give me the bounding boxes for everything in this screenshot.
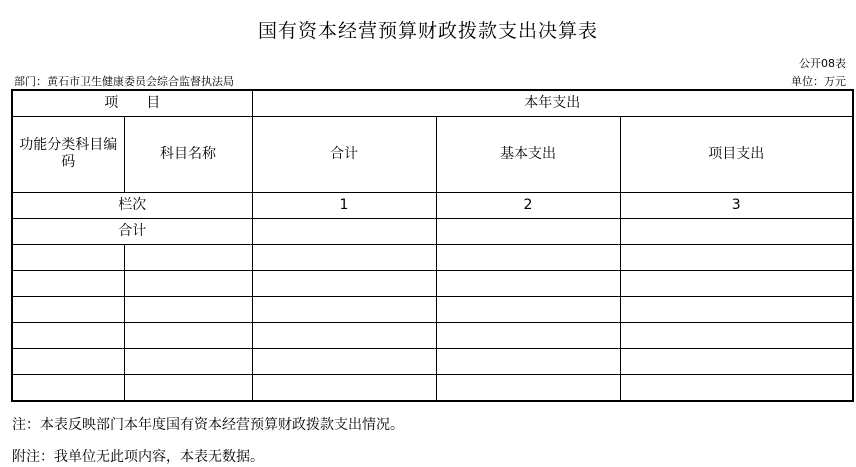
table-cell	[12, 296, 124, 322]
column-index-1: 1	[252, 192, 436, 218]
table-cell	[620, 244, 853, 270]
unit-label: 单位：万元	[791, 75, 846, 88]
appendix-note: 附注：我单位无此项内容，本表无数据。	[12, 449, 264, 465]
table-row	[12, 374, 853, 401]
table-cell	[620, 374, 853, 401]
table-cell	[12, 270, 124, 296]
table-cell	[620, 348, 853, 374]
column-index-label: 栏次	[12, 192, 252, 218]
table-cell	[124, 348, 252, 374]
total-basic-cell	[436, 218, 620, 244]
table-cell	[12, 244, 124, 270]
total-cell	[252, 218, 436, 244]
table-cell	[252, 244, 436, 270]
header-current-year-expenditure: 本年支出	[252, 90, 853, 116]
table-cell	[436, 374, 620, 401]
header-total: 合计	[252, 116, 436, 192]
table-cell	[252, 322, 436, 348]
header-subject-name: 科目名称	[124, 116, 252, 192]
table-cell	[620, 322, 853, 348]
department-label: 部门：黄石市卫生健康委员会综合监督执法局	[14, 75, 234, 88]
table-cell	[124, 296, 252, 322]
table-cell	[436, 244, 620, 270]
table-cell	[436, 322, 620, 348]
footnote: 注：本表反映部门本年度国有资本经营预算财政拨款支出情况。	[12, 417, 404, 433]
header-basic-expenditure: 基本支出	[436, 116, 620, 192]
table-row	[12, 322, 853, 348]
table-row	[12, 296, 853, 322]
header-row-2	[12, 116, 853, 192]
form-number: 公开08表	[799, 57, 846, 70]
total-row-label: 合计	[12, 218, 252, 244]
header-function-code: 功能分类科目编码	[12, 116, 124, 192]
table-cell	[252, 270, 436, 296]
expenditure-table	[11, 89, 854, 402]
table-cell	[124, 322, 252, 348]
column-index-2: 2	[436, 192, 620, 218]
table-cell	[436, 348, 620, 374]
table-cell	[124, 270, 252, 296]
table-cell	[620, 296, 853, 322]
column-index-row	[12, 192, 853, 218]
table-cell	[252, 296, 436, 322]
table-row	[12, 270, 853, 296]
total-project-cell	[620, 218, 853, 244]
table-cell	[12, 322, 124, 348]
table-cell	[620, 270, 853, 296]
table-cell	[252, 348, 436, 374]
table-row	[12, 348, 853, 374]
table-cell	[124, 374, 252, 401]
table-cell	[436, 296, 620, 322]
table-cell	[12, 374, 124, 401]
table-cell	[252, 374, 436, 401]
total-row	[12, 218, 853, 244]
table-row	[12, 244, 853, 270]
header-item: 项 目	[12, 90, 252, 116]
header-project-expenditure: 项目支出	[620, 116, 853, 192]
header-row-1	[12, 90, 853, 116]
column-index-3: 3	[620, 192, 853, 218]
table-cell	[124, 244, 252, 270]
report-title: 国有资本经营预算财政拨款支出决算表	[257, 20, 598, 42]
table-cell	[12, 348, 124, 374]
table-cell	[436, 270, 620, 296]
